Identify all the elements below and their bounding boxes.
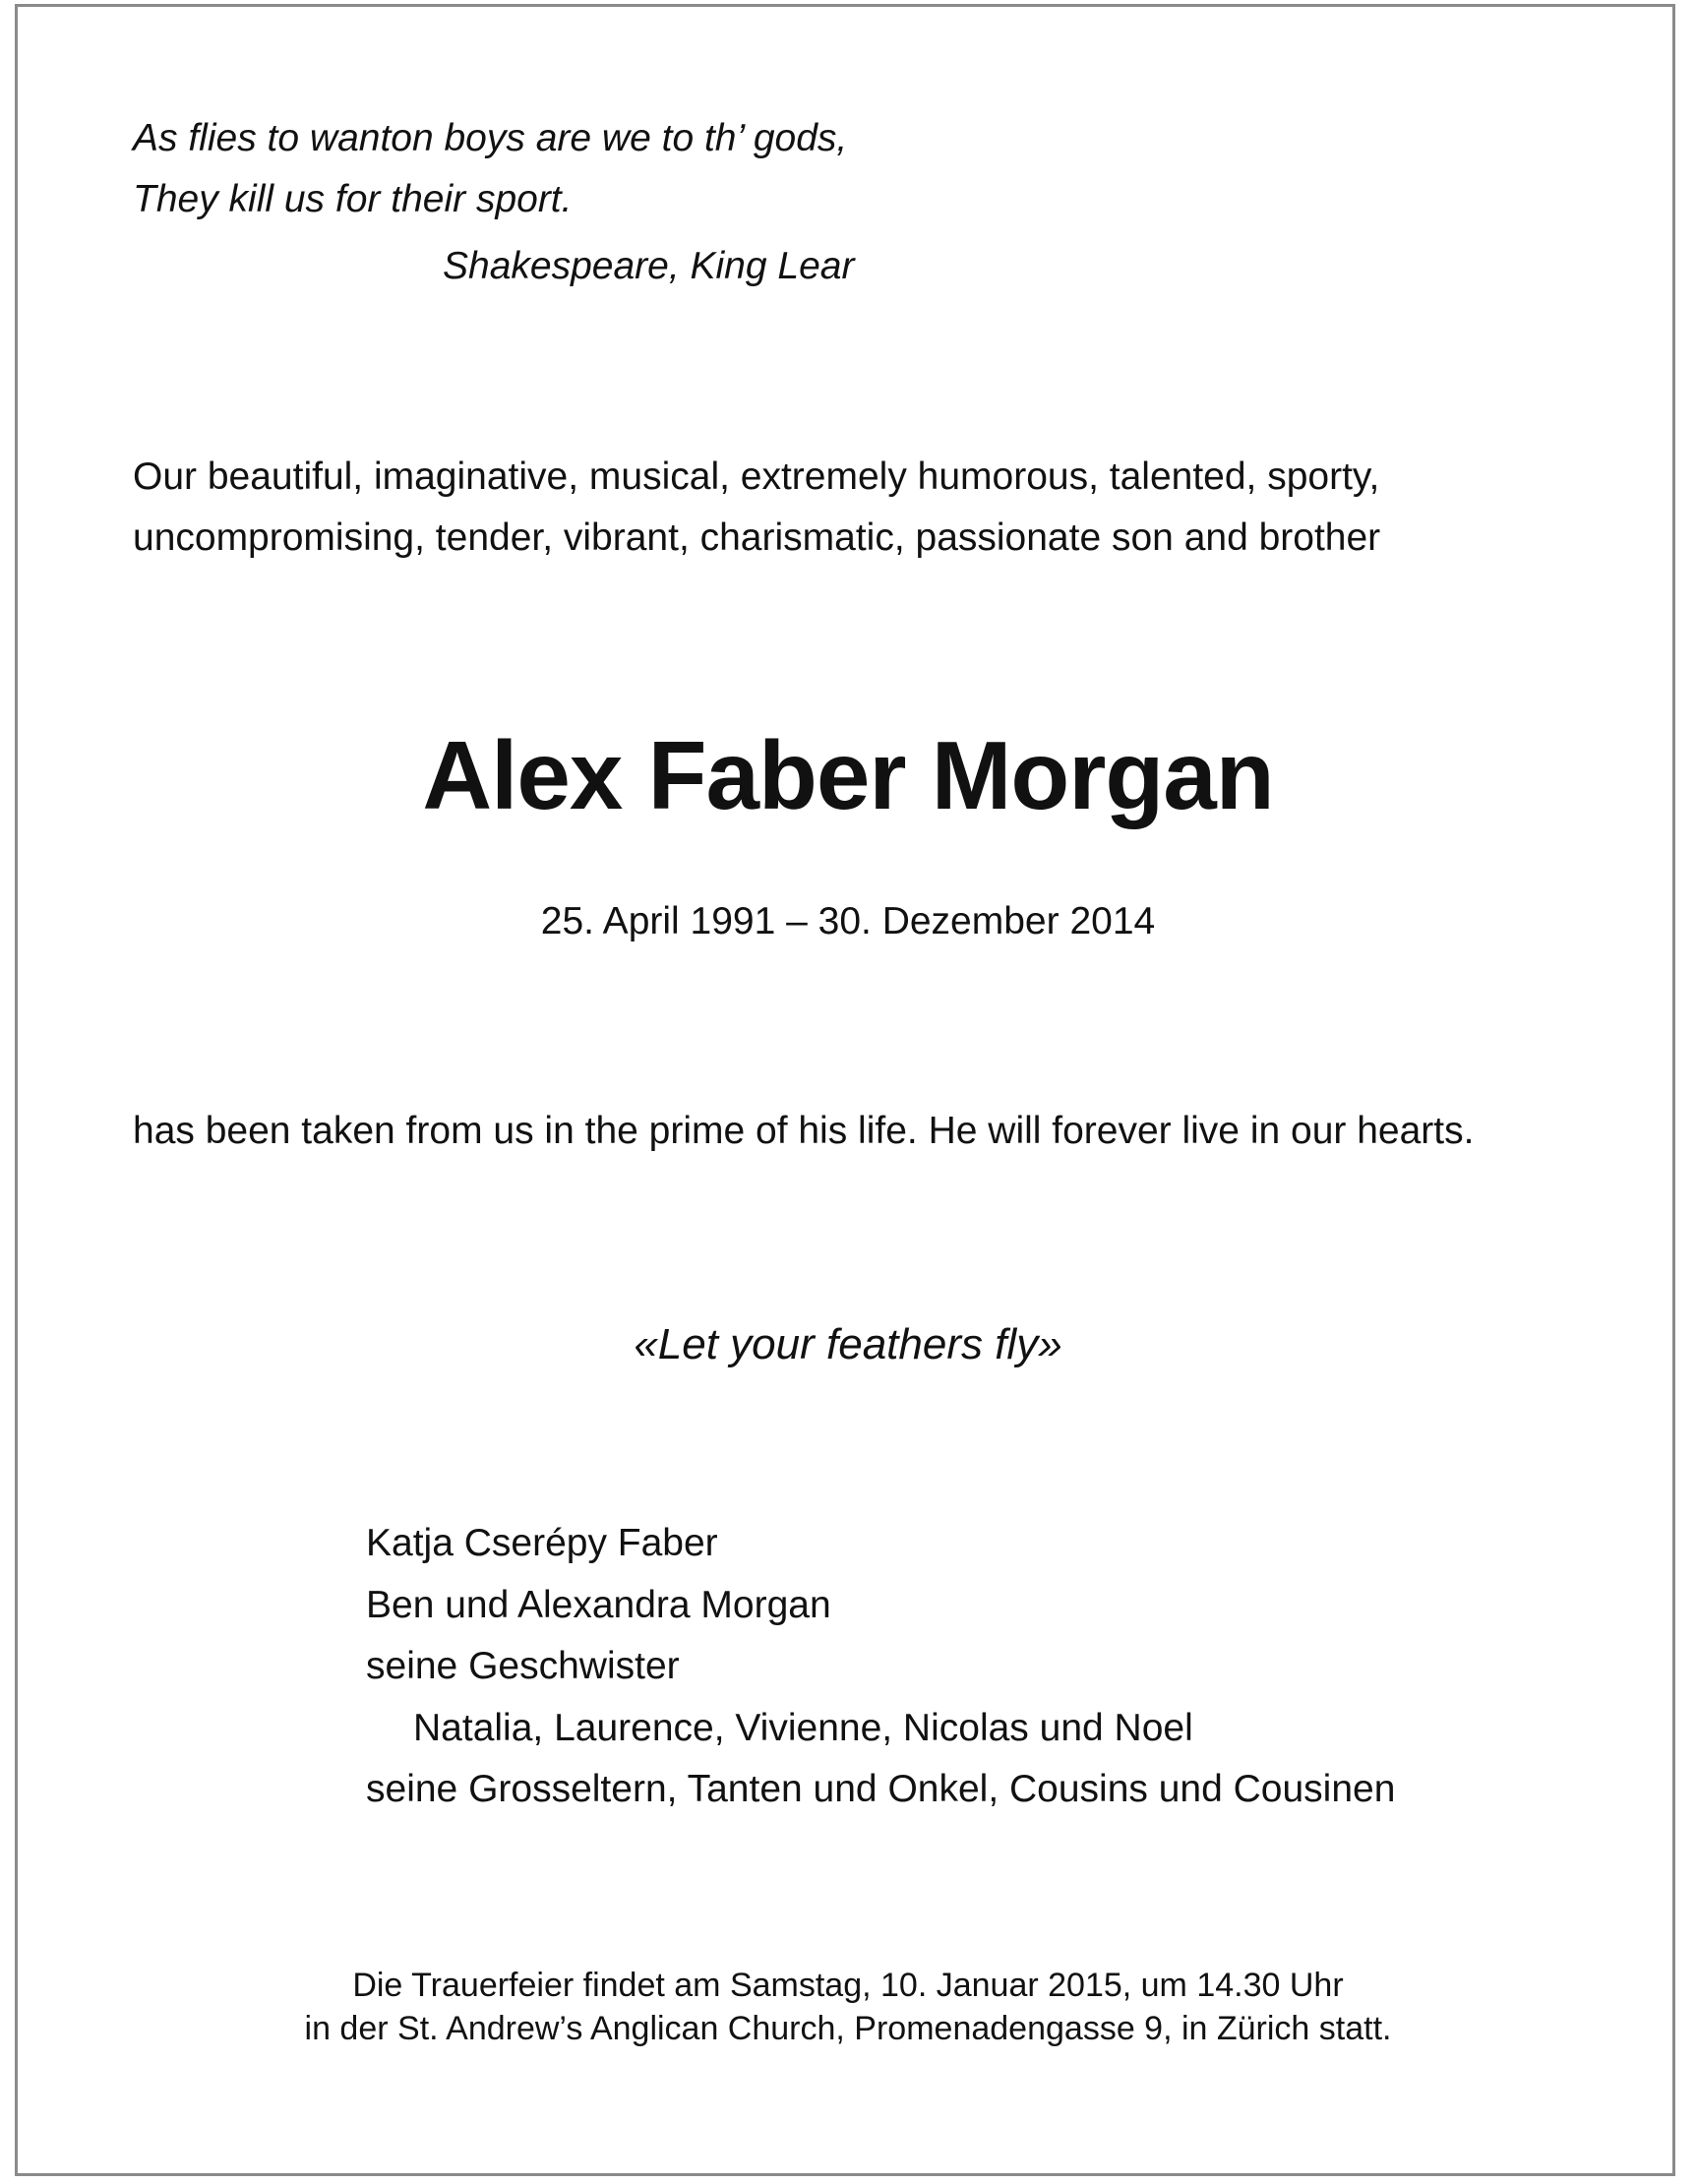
epigraph-line-1: As flies to wanton boys are we to th’ gods, — [133, 117, 848, 159]
epigraph-attribution: Shakespeare, King Lear — [443, 245, 855, 287]
statement-text: has been taken from us in the prime of his life. He will forever live in our hearts. — [133, 1110, 1475, 1152]
deceased-name: Alex Faber Morgan — [422, 721, 1274, 829]
motto: «Let your feathers fly» — [634, 1320, 1062, 1368]
service-line-2: in der St. Andrew’s Anglican Church, Promenadengasse 9, in Zürich statt. — [304, 2010, 1392, 2047]
page-border — [15, 4, 1675, 2176]
mourner-line-indented: Natalia, Laurence, Vivienne, Nicolas und Noel — [413, 1707, 1193, 1749]
mourner-line: seine Geschwister — [366, 1645, 680, 1687]
mourner-line: seine Grosseltern, Tanten und Onkel, Cousins und Cousinen — [366, 1768, 1396, 1810]
intro-line-2: uncompromising, tender, vibrant, charismatic, passionate son and brother — [133, 516, 1381, 559]
mourner-line: Ben und Alexandra Morgan — [366, 1584, 831, 1626]
life-dates: 25. April 1991 – 30. Dezember 2014 — [540, 900, 1156, 942]
mourner-line: Katja Cserépy Faber — [366, 1522, 718, 1564]
epigraph-line-2: They kill us for their sport. — [133, 178, 573, 220]
intro-line-1: Our beautiful, imaginative, musical, extremely humorous, talented, sporty, — [133, 455, 1380, 498]
service-line-1: Die Trauerfeier findet am Samstag, 10. Januar 2015, um 14.30 Uhr — [352, 1967, 1344, 2004]
